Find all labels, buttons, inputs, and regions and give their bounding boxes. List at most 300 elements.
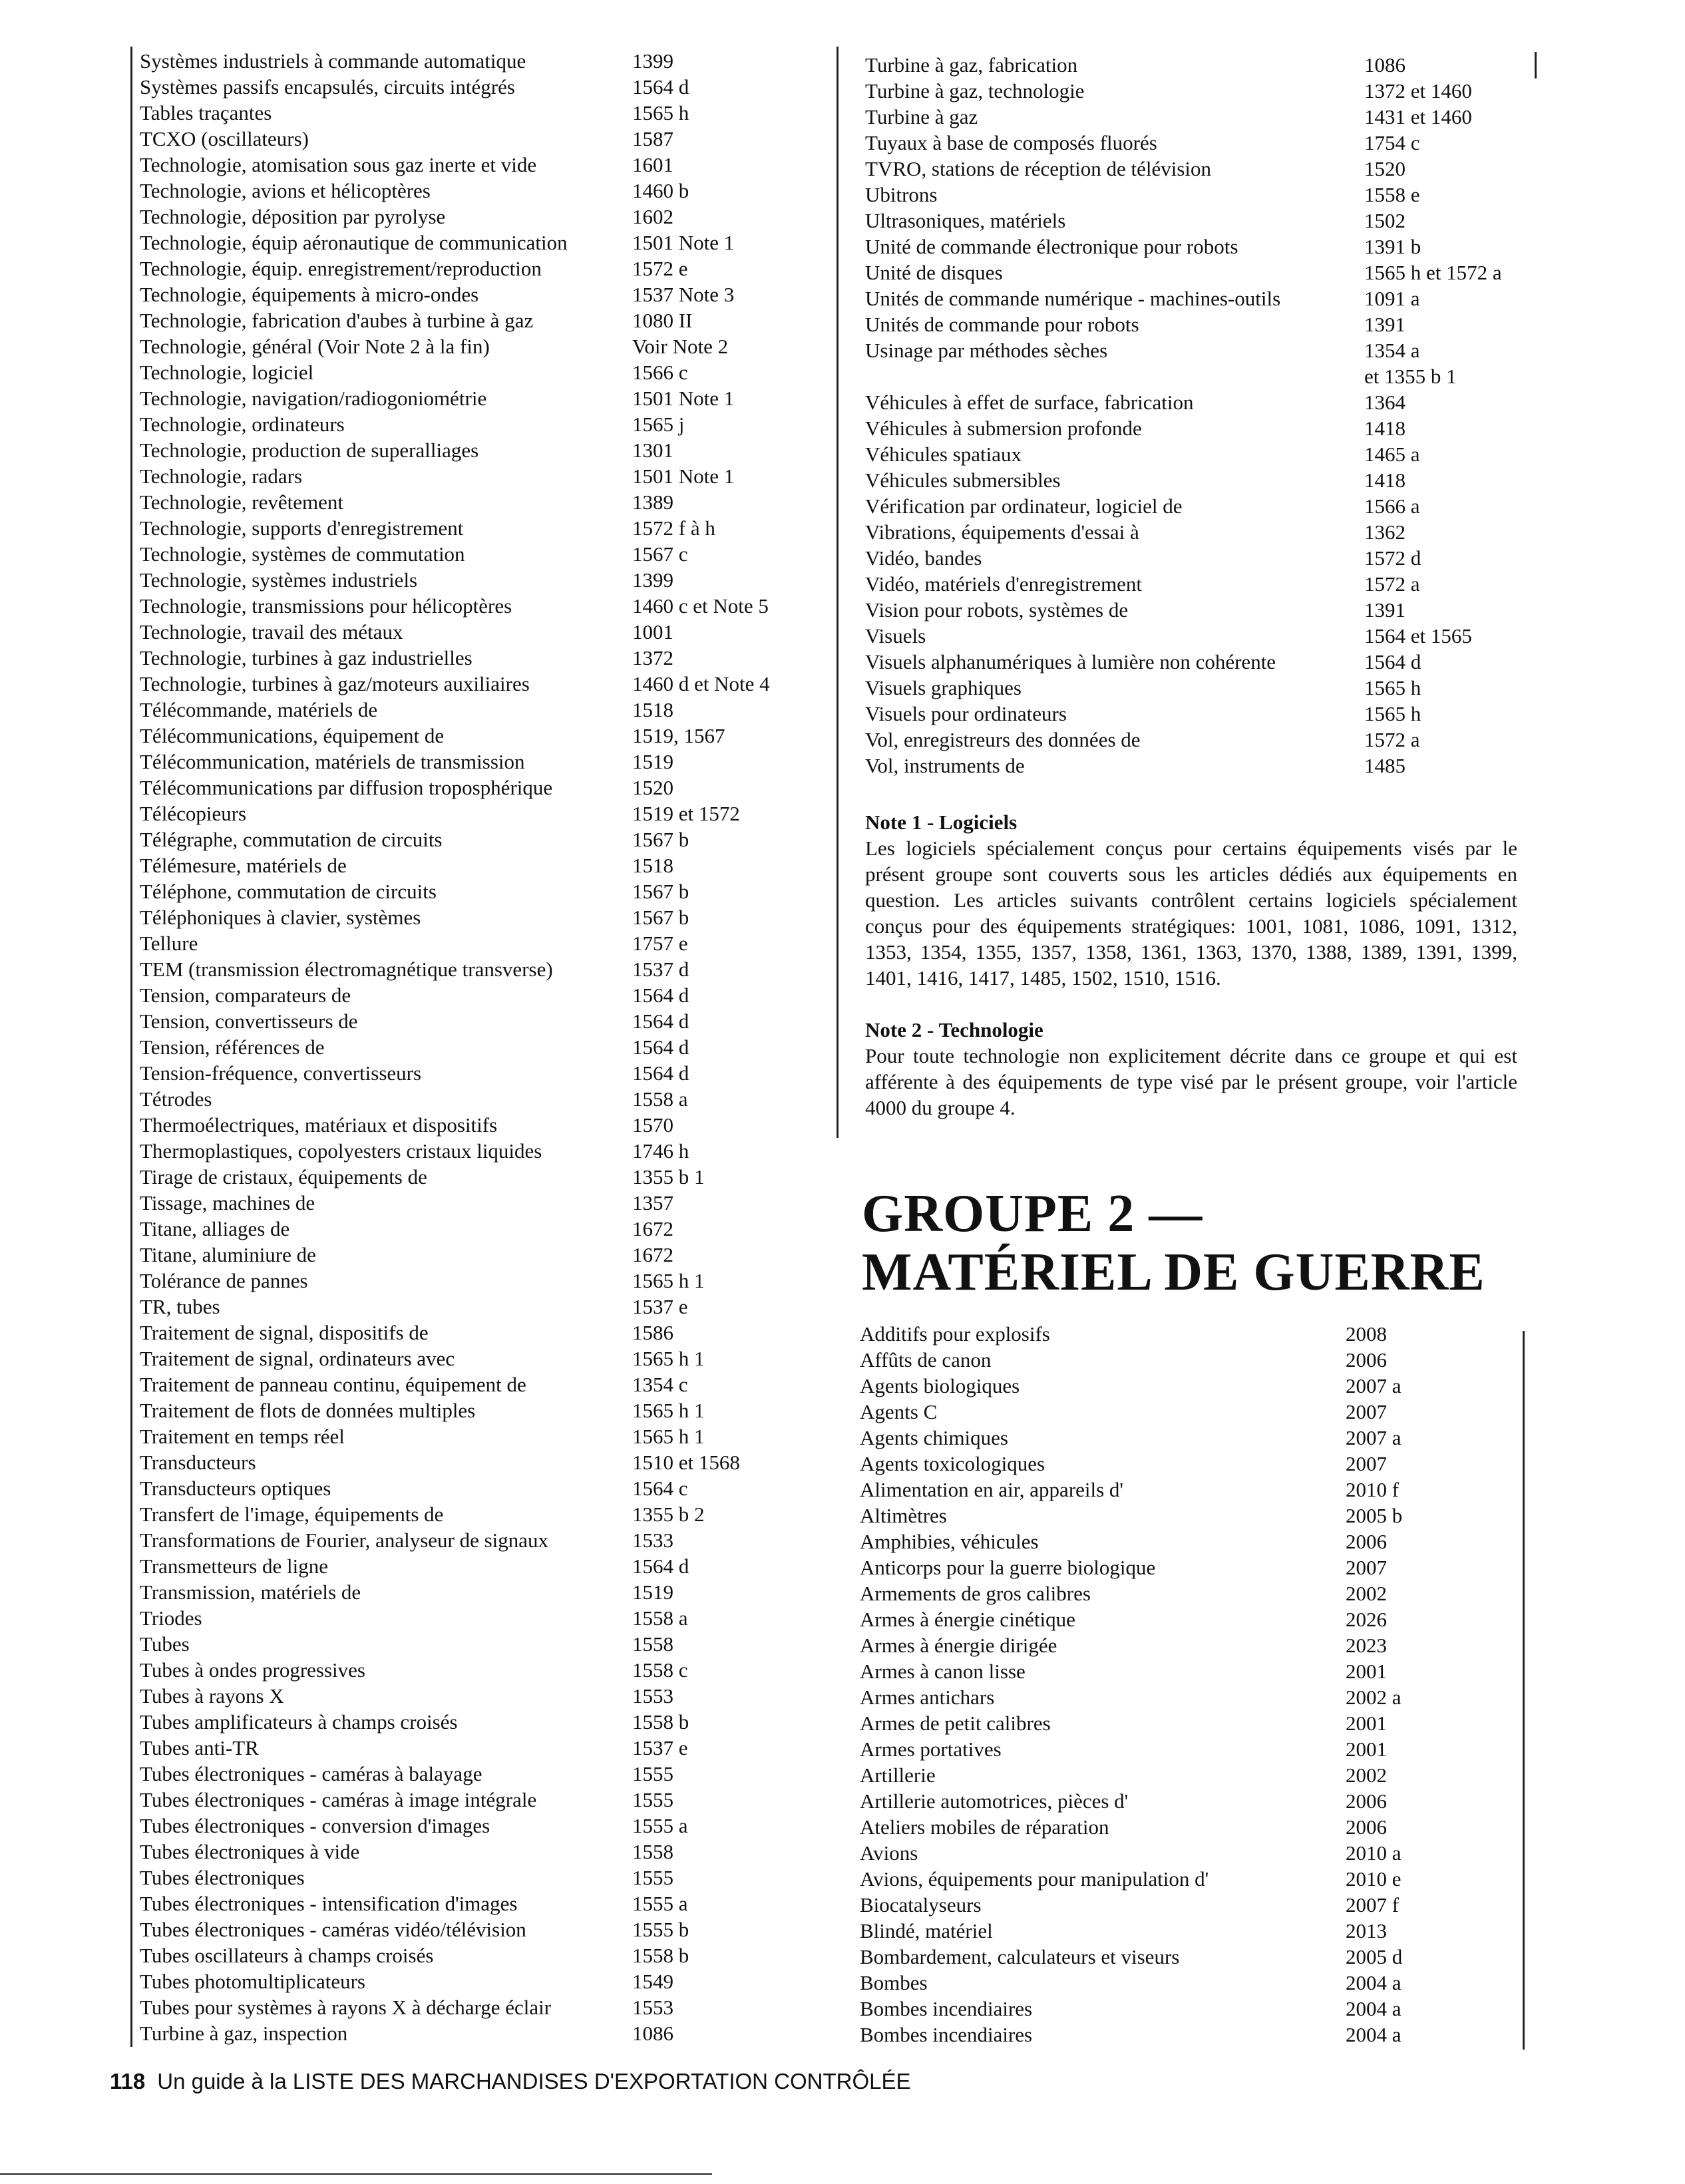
entry-term: Technologie, équip. enregistrement/reproduction xyxy=(140,257,542,280)
entry-term: Véhicules à effet de surface, fabrication xyxy=(865,391,1194,414)
index-entry xyxy=(140,1008,832,1034)
index-entry xyxy=(860,1736,1525,1762)
entry-reference: 1501 Note 1 xyxy=(632,464,735,488)
entry-term: Technologie, travail des métaux xyxy=(140,620,403,643)
entry-reference: 1586 xyxy=(632,1321,673,1344)
index-entry xyxy=(140,1216,832,1242)
entry-reference: 1355 b 1 xyxy=(632,1165,705,1188)
entry-reference: 2006 xyxy=(1346,1530,1387,1553)
entry-reference: 2010 f xyxy=(1346,1478,1400,1501)
entry-term: Armes antichars xyxy=(860,1686,995,1709)
index-entry xyxy=(140,152,832,178)
entry-reference: 1537 e xyxy=(632,1736,688,1759)
index-entry xyxy=(140,1294,832,1320)
entry-reference: 1558 b xyxy=(632,1710,689,1733)
entry-term: Télégraphe, commutation de circuits xyxy=(140,828,443,851)
entry-reference: 1537 e xyxy=(632,1295,688,1318)
index-entry xyxy=(140,878,832,904)
entry-term: Technologie, fabrication d'aubes à turbine à gaz xyxy=(140,309,534,332)
entry-term: Vérification par ordinateur, logiciel de xyxy=(865,494,1183,518)
entry-term: Tolérance de pannes xyxy=(140,1269,308,1292)
entry-term: Blindé, matériel xyxy=(860,1919,993,1942)
entry-term: Traitement de flots de données multiples xyxy=(140,1399,476,1422)
index-entry xyxy=(140,230,832,256)
index-entry xyxy=(140,1242,832,1268)
entry-reference: 2006 xyxy=(1346,1789,1387,1813)
index-entry xyxy=(140,619,832,645)
entry-reference: 1570 xyxy=(632,1113,673,1137)
entry-reference: 1555 a xyxy=(632,1892,688,1915)
entry-reference: 1549 xyxy=(632,1970,673,1993)
index-entry xyxy=(860,1347,1525,1373)
entry-reference: 1391 xyxy=(1364,598,1405,622)
entry-term: Bombes incendiaires xyxy=(860,1997,1033,2020)
entry-term: Tubes électroniques à vide xyxy=(140,1840,360,1863)
entry-reference: 1565 h 1 xyxy=(632,1399,705,1422)
entry-reference: 2005 b xyxy=(1346,1504,1403,1527)
entry-reference: 1502 xyxy=(1364,209,1405,232)
index-entry xyxy=(140,1787,832,1813)
entry-term: Tubes électroniques - caméras à image intégrale xyxy=(140,1788,537,1811)
index-entry xyxy=(140,1527,832,1553)
entry-term: Agents biologiques xyxy=(860,1374,1020,1397)
note-1 xyxy=(865,809,1517,991)
index-entry xyxy=(865,130,1531,156)
entry-term: Technologie, revêtement xyxy=(140,490,343,514)
entry-term: Artillerie xyxy=(860,1763,936,1787)
entry-reference: 1519 et 1572 xyxy=(632,802,740,825)
entry-reference: 1572 a xyxy=(1364,728,1420,751)
entry-term: Tétrodes xyxy=(140,1087,212,1111)
entry-term: Télécommande, matériels de xyxy=(140,698,378,721)
index-entry xyxy=(860,1529,1525,1554)
entry-reference: 1372 xyxy=(632,646,673,669)
entry-reference: 1518 xyxy=(632,854,673,877)
index-entry xyxy=(860,1814,1525,1840)
entry-term: Tension, convertisseurs de xyxy=(140,1009,358,1033)
index-entry xyxy=(140,1190,832,1216)
index-entry xyxy=(140,1735,832,1761)
entry-term: Tubes photomultiplicateurs xyxy=(140,1970,365,1993)
index-entry xyxy=(865,753,1531,779)
index-entry xyxy=(140,1423,832,1449)
note-1-heading: Note 1 - Logiciels xyxy=(865,811,1018,834)
index-entry xyxy=(140,1371,832,1397)
entry-term: Véhicules submersibles xyxy=(865,468,1061,492)
index-entry xyxy=(140,489,832,515)
index-entry xyxy=(860,1710,1525,1736)
entry-term: Tubes électroniques xyxy=(140,1866,305,1889)
entry-reference: 1537 Note 3 xyxy=(632,283,735,306)
entry-reference: 1565 h xyxy=(632,101,689,124)
entry-reference: Voir Note 2 xyxy=(632,335,729,358)
index-entry xyxy=(140,307,832,333)
entry-reference: 1565 j xyxy=(632,413,685,436)
index-entry xyxy=(865,493,1531,519)
index-entry xyxy=(140,1346,832,1371)
entry-reference: 1555 xyxy=(632,1866,673,1889)
entry-reference: 1355 b 2 xyxy=(632,1503,705,1526)
entry-reference: 1519 xyxy=(632,750,673,773)
entry-reference: 1485 xyxy=(1364,754,1405,777)
entry-reference: 2026 xyxy=(1346,1608,1387,1631)
index-entry xyxy=(140,100,832,126)
entry-term: Tubes à rayons X xyxy=(140,1684,284,1708)
index-entry xyxy=(865,441,1531,467)
entry-term: Tubes électroniques - caméras à balayage xyxy=(140,1762,482,1785)
entry-reference: 1555 b xyxy=(632,1918,689,1941)
entry-term: Triodes xyxy=(140,1606,202,1630)
index-entry xyxy=(865,182,1531,208)
index-entry xyxy=(860,1606,1525,1632)
group-title-line-2: MATÉRIEL DE GUERRE xyxy=(862,1243,1485,1302)
entry-reference: 1519 xyxy=(632,1580,673,1604)
index-entry xyxy=(860,1996,1525,2022)
entry-reference: 1553 xyxy=(632,1996,673,2019)
entry-reference: 1564 d xyxy=(632,984,689,1007)
entry-term: Tissage, machines de xyxy=(140,1191,315,1214)
index-entry xyxy=(140,1657,832,1683)
entry-reference: 1564 d xyxy=(632,1009,689,1033)
entry-term: Traitement de signal, dispositifs de xyxy=(140,1321,429,1344)
entry-reference: 2001 xyxy=(1346,1660,1387,1683)
entry-reference: 2007 a xyxy=(1346,1426,1402,1449)
index-entry xyxy=(140,671,832,697)
entry-reference: 1399 xyxy=(632,568,673,592)
entry-term: Télécopieurs xyxy=(140,802,247,825)
entry-reference: 2013 xyxy=(1346,1919,1387,1942)
index-entry xyxy=(865,519,1531,545)
page-footer xyxy=(110,2068,911,2095)
index-entry xyxy=(865,260,1531,285)
entry-reference: 1501 Note 1 xyxy=(632,231,735,254)
entry-reference: 1558 e xyxy=(1364,183,1420,206)
entry-term: Vidéo, bandes xyxy=(865,546,982,570)
left-margin-rule xyxy=(130,47,132,2047)
index-entry xyxy=(140,1397,832,1423)
entry-term: Tubes électroniques - intensification d'images xyxy=(140,1892,518,1915)
entry-reference: 1301 xyxy=(632,439,673,462)
entry-reference: 1602 xyxy=(632,205,673,228)
entry-term: Visuels xyxy=(865,624,926,647)
entry-reference: 1460 c et Note 5 xyxy=(632,594,769,618)
index-entry xyxy=(865,311,1531,337)
index-entry xyxy=(140,1086,832,1112)
entry-term: Ateliers mobiles de réparation xyxy=(860,1815,1109,1839)
entry-reference: 1558 xyxy=(632,1632,673,1656)
entry-reference: 1567 b xyxy=(632,828,689,851)
index-entry xyxy=(860,1399,1525,1425)
entry-term: Tuyaux à base de composés fluorés xyxy=(865,131,1157,154)
entry-term: Télécommunication, matériels de transmission xyxy=(140,750,525,773)
entry-term: Transducteurs optiques xyxy=(140,1477,331,1500)
footer-rule xyxy=(0,2173,712,2175)
index-entry xyxy=(865,467,1531,493)
entry-reference: 1672 xyxy=(632,1217,673,1240)
entry-reference: 1558 b xyxy=(632,1944,689,1967)
entry-reference: 2007 xyxy=(1346,1556,1387,1579)
index-entry xyxy=(860,1554,1525,1580)
index-entry xyxy=(865,104,1531,130)
index-entry xyxy=(860,1632,1525,1658)
entry-reference: 2010 a xyxy=(1346,1841,1402,1865)
index-entry xyxy=(865,285,1531,311)
index-entry xyxy=(140,2020,832,2046)
index-entry xyxy=(140,1683,832,1709)
entry-term: Turbine à gaz, fabrication xyxy=(865,53,1078,77)
index-entry xyxy=(140,956,832,982)
entry-reference: 1555 a xyxy=(632,1814,688,1837)
entry-reference: 1518 xyxy=(632,698,673,721)
index-entry xyxy=(860,1684,1525,1710)
entry-reference: 1564 d xyxy=(1364,650,1421,673)
index-entry xyxy=(140,1268,832,1294)
entry-term: Technologie, ordinateurs xyxy=(140,413,345,436)
group-2-index-column xyxy=(860,1321,1525,2048)
entry-reference: 1567 b xyxy=(632,880,689,903)
entry-term: Tubes anti-TR xyxy=(140,1736,259,1759)
entry-term: Technologie, systèmes de commutation xyxy=(140,542,465,566)
index-entry xyxy=(860,1373,1525,1399)
index-entry xyxy=(140,1709,832,1735)
entry-reference: 2004 a xyxy=(1346,1971,1402,1994)
entry-reference: 1364 xyxy=(1364,391,1405,414)
index-entry xyxy=(140,204,832,230)
entry-reference: 1555 xyxy=(632,1762,673,1785)
index-entry xyxy=(140,775,832,801)
index-entry xyxy=(140,1112,832,1138)
entry-term: Systèmes passifs encapsulés, circuits intégrés xyxy=(140,75,515,98)
entry-reference: 1564 c xyxy=(632,1477,688,1500)
index-entry xyxy=(140,904,832,930)
entry-term: Technologie, production de superalliages xyxy=(140,439,479,462)
entry-reference: 1564 d xyxy=(632,1035,689,1059)
entry-term: Visuels graphiques xyxy=(865,676,1022,699)
entry-term: Transmission, matériels de xyxy=(140,1580,361,1604)
entry-reference: 1565 h et 1572 a xyxy=(1364,261,1502,284)
index-entry xyxy=(860,1762,1525,1788)
entry-reference: 1558 a xyxy=(632,1087,688,1111)
entry-term: Affûts de canon xyxy=(860,1348,992,1371)
entry-term: Technologie, général (Voir Note 2 à la fin) xyxy=(140,335,490,358)
index-entry xyxy=(140,1501,832,1527)
entry-term: Unités de commande pour robots xyxy=(865,313,1139,336)
entry-reference: 1086 xyxy=(1364,53,1405,77)
index-entry xyxy=(140,1891,832,1916)
entry-term: TR, tubes xyxy=(140,1295,220,1318)
index-entry xyxy=(140,1761,832,1787)
entry-reference: 1537 d xyxy=(632,958,689,981)
index-entry xyxy=(865,78,1531,104)
entry-term: Biocatalyseurs xyxy=(860,1893,982,1916)
index-entry xyxy=(140,437,832,463)
entry-term: Technologie, avions et hélicoptères xyxy=(140,179,431,202)
entry-term: Turbine à gaz xyxy=(865,105,978,128)
entry-term: Télémesure, matériels de xyxy=(140,854,347,877)
entry-reference: 1565 h 1 xyxy=(632,1269,705,1292)
entry-reference: 1354 c xyxy=(632,1373,688,1396)
entry-term: Tension-fréquence, convertisseurs xyxy=(140,1061,422,1085)
note-2-body: Pour toute technologie non explicitement décrite dans ce groupe et qui est afférente à des équipements de type visé par le présent groupe, voir l'article 4000 du groupe 4. xyxy=(865,1044,1517,1119)
entry-term: Altimètres xyxy=(860,1504,947,1527)
index-entry xyxy=(140,1034,832,1060)
entry-term: Technologie, radars xyxy=(140,464,303,488)
index-entry xyxy=(860,1918,1525,1944)
entry-term: Armements de gros calibres xyxy=(860,1582,1091,1605)
index-entry xyxy=(140,697,832,723)
index-entry xyxy=(140,178,832,204)
entry-reference: 1533 xyxy=(632,1529,673,1552)
index-entry xyxy=(860,1840,1525,1866)
entry-reference: 1565 h 1 xyxy=(632,1425,705,1448)
entry-reference: 1564 et 1565 xyxy=(1364,624,1472,647)
entry-term: Tubes pour systèmes à rayons X à décharge éclair xyxy=(140,1996,552,2019)
entry-reference: 2006 xyxy=(1346,1348,1387,1371)
index-entry xyxy=(865,363,1531,389)
entry-term: Agents C xyxy=(860,1400,938,1423)
index-entry xyxy=(865,649,1531,675)
index-entry xyxy=(140,1060,832,1086)
entry-term: Titane, aluminiure de xyxy=(140,1243,316,1266)
entry-reference: 1362 xyxy=(1364,520,1405,544)
index-entry xyxy=(140,126,832,152)
entry-term: Artillerie automotrices, pièces d' xyxy=(860,1789,1129,1813)
entry-term: Véhicules à submersion profonde xyxy=(865,417,1142,440)
entry-reference: 2008 xyxy=(1346,1322,1387,1346)
entry-term: Alimentation en air, appareils d' xyxy=(860,1478,1124,1501)
entry-term: Technologie, navigation/radiogoniométrie xyxy=(140,387,487,410)
entry-reference: 2004 a xyxy=(1346,1997,1402,2020)
entry-term: Tirage de cristaux, équipements de xyxy=(140,1165,427,1188)
entry-reference: 2005 d xyxy=(1346,1945,1403,1968)
entry-term: Véhicules spatiaux xyxy=(865,443,1022,466)
center-rule xyxy=(837,47,839,1138)
footer-text: Un guide à la LISTE DES MARCHANDISES D'EXPORTATION CONTRÔLÉE xyxy=(157,2069,911,2093)
index-entry xyxy=(140,1865,832,1891)
entry-term: Turbine à gaz, technologie xyxy=(865,79,1085,102)
index-entry xyxy=(140,930,832,956)
index-entry xyxy=(860,1503,1525,1529)
index-entry xyxy=(860,1944,1525,1970)
index-entry xyxy=(140,1138,832,1164)
index-entry xyxy=(140,1968,832,1994)
entry-term: Tubes à ondes progressives xyxy=(140,1658,365,1682)
entry-term: Technologie, équip aéronautique de communication xyxy=(140,231,568,254)
index-entry xyxy=(140,359,832,385)
entry-reference: 1564 d xyxy=(632,1554,689,1578)
entry-term: Avions xyxy=(860,1841,918,1865)
entry-reference: 1572 a xyxy=(1364,572,1420,596)
entry-reference: 1757 e xyxy=(632,932,688,955)
entry-term: Unité de disques xyxy=(865,261,1003,284)
index-entry xyxy=(860,1580,1525,1606)
entry-term: Unité de commande électronique pour robots xyxy=(865,235,1238,258)
entry-reference: 1418 xyxy=(1364,417,1405,440)
index-entry xyxy=(860,1658,1525,1684)
entry-term: Technologie, équipements à micro-ondes xyxy=(140,283,479,306)
entry-reference: 1555 xyxy=(632,1788,673,1811)
index-entry xyxy=(140,982,832,1008)
entry-term: Vision pour robots, systèmes de xyxy=(865,598,1129,622)
index-entry xyxy=(865,208,1531,234)
index-entry xyxy=(865,597,1531,623)
entry-reference: 1391 b xyxy=(1364,235,1421,258)
index-entry xyxy=(140,1320,832,1346)
group-title-line-1: GROUPE 2 — xyxy=(862,1184,1203,1243)
entry-term xyxy=(865,363,1364,389)
index-entry xyxy=(865,701,1531,727)
index-entry xyxy=(140,515,832,541)
entry-term: Visuels pour ordinateurs xyxy=(865,702,1067,725)
index-entry xyxy=(860,1425,1525,1451)
index-entry xyxy=(140,567,832,593)
entry-term: Télécommunications, équipement de xyxy=(140,724,445,747)
entry-term: Transfert de l'image, équipements de xyxy=(140,1503,444,1526)
entry-term: Bombes xyxy=(860,1971,928,1994)
entry-term: Transmetteurs de ligne xyxy=(140,1554,328,1578)
entry-term: Tellure xyxy=(140,932,198,955)
entry-reference: 1572 f à h xyxy=(632,516,715,540)
entry-term: Ultrasoniques, matériels xyxy=(865,209,1066,232)
index-entry xyxy=(860,1970,1525,1996)
entry-term: Tension, références de xyxy=(140,1035,325,1059)
index-entry xyxy=(140,749,832,775)
entry-reference: 1372 et 1460 xyxy=(1364,79,1472,102)
entry-reference: 1565 h 1 xyxy=(632,1347,705,1370)
entry-reference: 1501 Note 1 xyxy=(632,387,735,410)
entry-reference: 1566 a xyxy=(1364,494,1420,518)
entry-term: Armes à canon lisse xyxy=(860,1660,1026,1683)
entry-term: Anticorps pour la guerre biologique xyxy=(860,1556,1156,1579)
right-margin-rule xyxy=(1535,52,1537,79)
index-entry xyxy=(140,1839,832,1865)
entry-reference: 1357 xyxy=(632,1191,673,1214)
index-entry xyxy=(860,1866,1525,1892)
index-entry xyxy=(865,389,1531,415)
note-2-heading: Note 2 - Technologie xyxy=(865,1018,1043,1041)
entry-term: Ubitrons xyxy=(865,183,938,206)
entry-term: Technologie, supports d'enregistrement xyxy=(140,516,464,540)
entry-reference: 1080 II xyxy=(632,309,693,332)
entry-reference: 2001 xyxy=(1346,1712,1387,1735)
entry-term: Vol, instruments de xyxy=(865,754,1025,777)
entry-reference: 2004 a xyxy=(1346,2023,1402,2046)
entry-term: Thermoélectriques, matériaux et dispositifs xyxy=(140,1113,498,1137)
entry-term: Tubes oscillateurs à champs croisés xyxy=(140,1944,434,1967)
index-entry xyxy=(865,52,1531,78)
entry-reference: 1510 et 1568 xyxy=(632,1451,740,1474)
entry-term: Unités de commande numérique - machines-outils xyxy=(865,287,1281,310)
entry-term: Technologie, turbines à gaz industrielles xyxy=(140,646,472,669)
index-entry xyxy=(860,1321,1525,1347)
index-entry xyxy=(140,281,832,307)
index-entry xyxy=(140,333,832,359)
entry-reference: 1754 c xyxy=(1364,131,1420,154)
index-entry xyxy=(140,385,832,411)
index-entry xyxy=(865,415,1531,441)
entry-reference: 1519, 1567 xyxy=(632,724,725,747)
entry-term: Tubes xyxy=(140,1632,190,1656)
entry-reference: 1391 xyxy=(1364,313,1405,336)
entry-term: Vidéo, matériels d'enregistrement xyxy=(865,572,1143,596)
index-entry xyxy=(140,1942,832,1968)
index-entry xyxy=(140,1916,832,1942)
index-entry xyxy=(140,256,832,281)
entry-reference: et 1355 b 1 xyxy=(1364,365,1457,388)
index-entry xyxy=(860,1892,1525,1918)
index-entry xyxy=(860,2022,1525,2048)
index-entry xyxy=(140,593,832,619)
